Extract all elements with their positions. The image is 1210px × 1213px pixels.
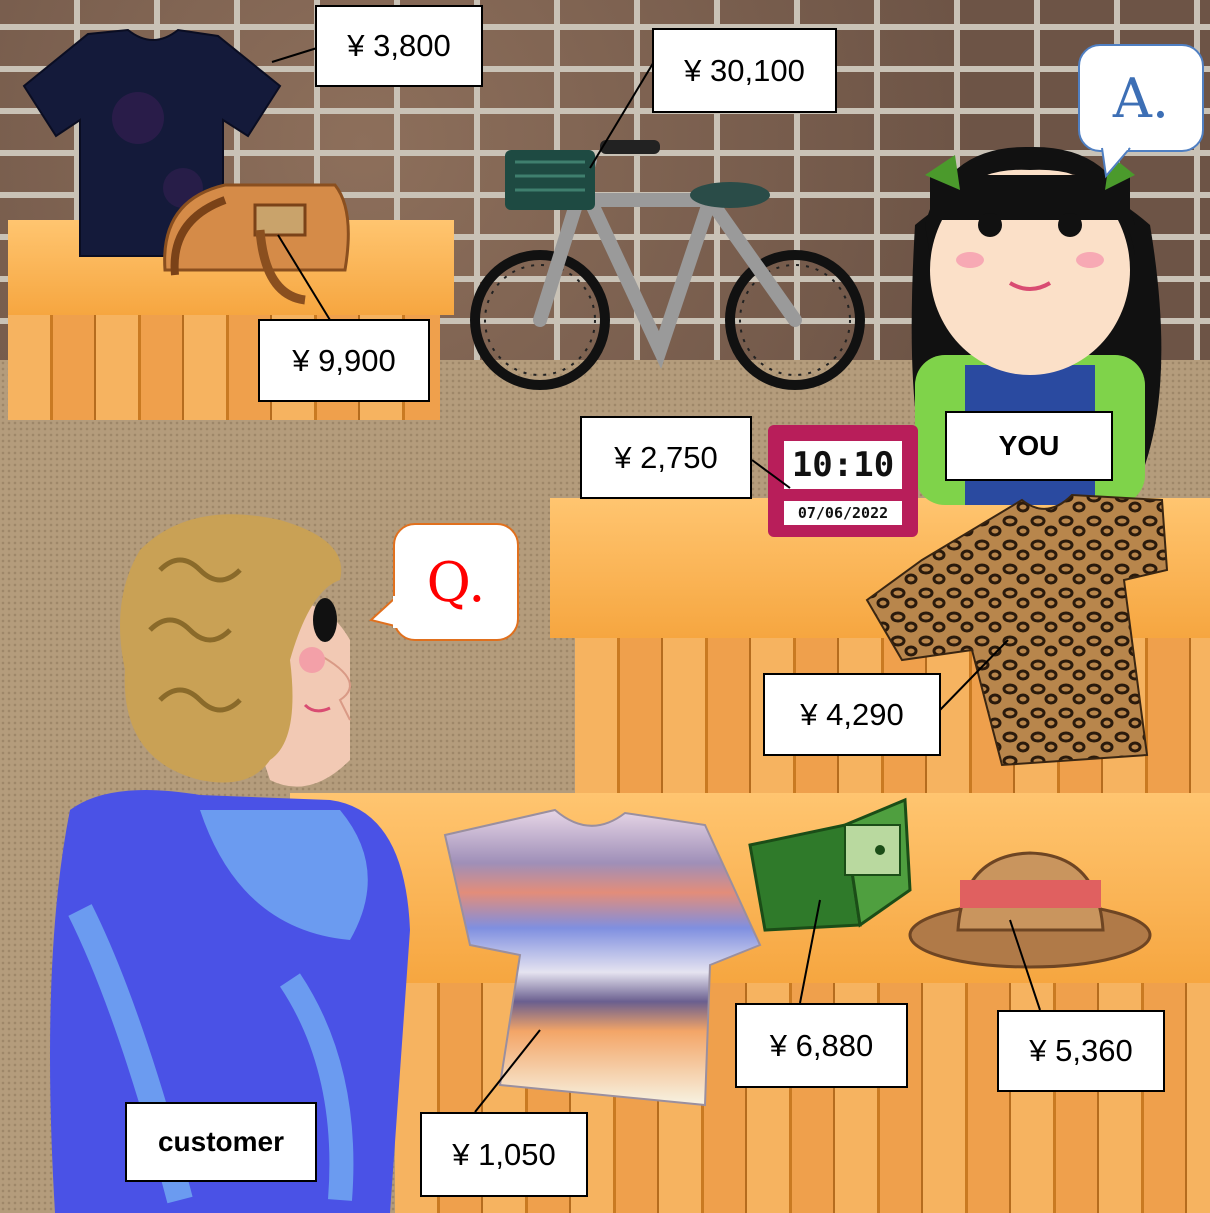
price-tag-bicycle: ¥ 30,100 [652, 28, 837, 113]
price-tag-hat: ¥ 5,360 [997, 1010, 1165, 1092]
answer-bubble-tail [1102, 148, 1132, 178]
price-tag-handbag: ¥ 9,900 [258, 319, 430, 402]
price-tag-striped-tshirt: ¥ 1,050 [420, 1112, 588, 1197]
customer-name-label: customer [125, 1102, 317, 1182]
clock-time: 10:10 [784, 441, 902, 489]
price-tag-leopard-tshirt: ¥ 4,290 [763, 673, 941, 756]
price-tag-wallet: ¥ 6,880 [735, 1003, 908, 1088]
question-bubble-tail [371, 598, 397, 628]
question-text: Q. [426, 550, 486, 614]
question-speech-bubble [393, 523, 519, 641]
clerk-name-label: YOU [945, 411, 1113, 481]
price-tag-dark-tshirt: ¥ 3,800 [315, 5, 483, 87]
answer-speech-bubble [1078, 44, 1204, 152]
price-tag-clock: ¥ 2,750 [580, 416, 752, 499]
answer-text: A. [1112, 66, 1170, 130]
clock-date: 07/06/2022 [784, 501, 902, 525]
